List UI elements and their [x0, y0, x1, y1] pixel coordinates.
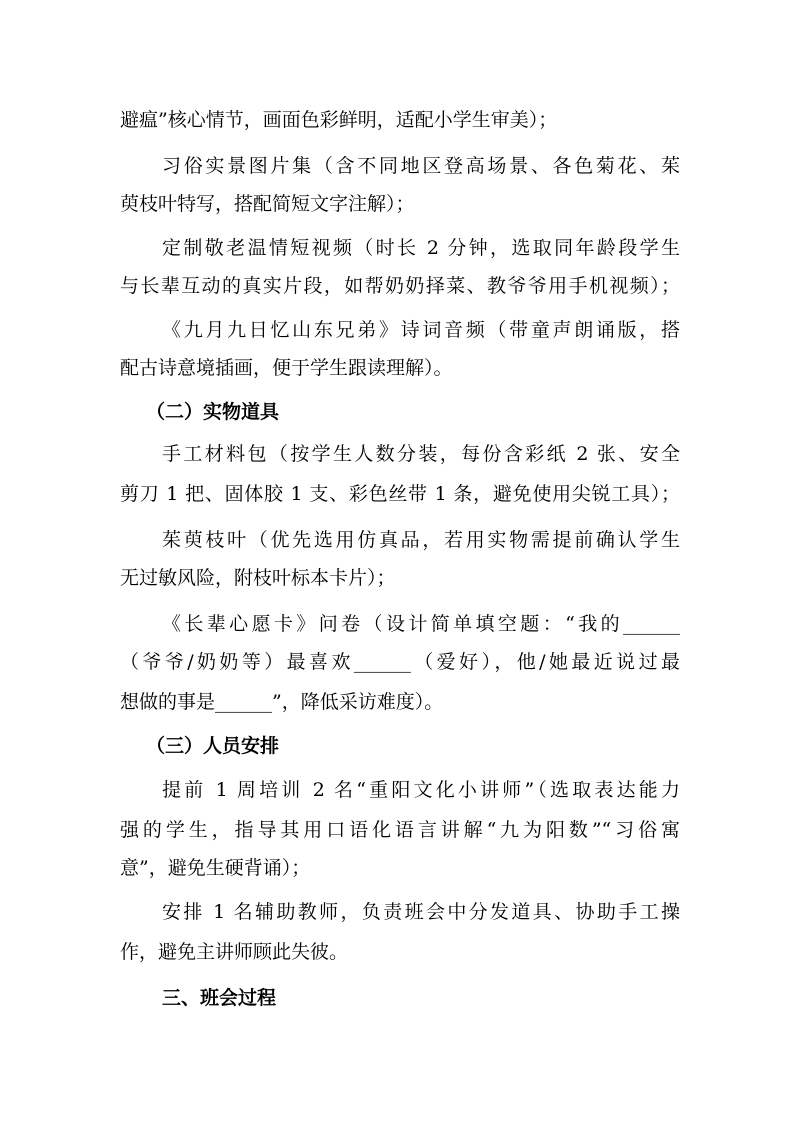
paragraph-line: 配古诗意境插画，便于学生跟读理解）。 [120, 357, 453, 379]
paragraph-line: （爷爷/奶奶等）最喜欢______（爱好），他/她最近说过最 [120, 651, 680, 673]
paragraph-line: 手工材料包（按学生人数分装，每份含彩纸 2 张、安全 [162, 443, 680, 465]
paragraph-line: 想做的事是______”，降低采访难度）。 [120, 691, 444, 713]
paragraph-line: 避瘟”核心情节，画面色彩鲜明，适配小学生审美）； [120, 109, 558, 131]
paragraph-line: 意”，避免生硬背诵）； [120, 857, 311, 879]
paragraph-line: 与长辈互动的真实片段，如帮奶奶择菜、教爷爷用手机视频）； [120, 275, 680, 297]
paragraph-line: 安排 1 名辅助教师，负责班会中分发道具、协助手工操 [162, 901, 680, 923]
paragraph-line: 作，避免主讲师顾此失彼。 [120, 941, 349, 963]
paragraph-line: 萸枝叶特写，搭配简短文字注解）； [120, 193, 415, 215]
paragraph-line: 《长辈心愿卡》问卷（设计简单填空题：“我的______ [162, 613, 680, 635]
paragraph-line: 习俗实景图片集（含不同地区登高场景、各色菊花、茱 [162, 155, 680, 177]
paragraph-line: 强的学生，指导其用口语化语言讲解“九为阳数”“习俗寓 [120, 819, 680, 841]
paragraph-line: 定制敬老温情短视频（时长 2 分钟，选取同年龄段学生 [162, 237, 680, 259]
paragraph-line: 《九月九日忆山东兄弟》诗词音频（带童声朗诵版，搭 [162, 319, 680, 341]
paragraph-line: 茱萸枝叶（优先选用仿真品，若用实物需提前确认学生 [162, 529, 680, 551]
paragraph-line: 剪刀 1 把、固体胶 1 支、彩色丝带 1 条，避免使用尖锐工具）； [120, 483, 680, 505]
section-heading: （三）人员安排 [146, 735, 280, 757]
chapter-heading: 三、班会过程 [162, 987, 277, 1009]
paragraph-line: 提前 1 周培训 2 名“重阳文化小讲师”（选取表达能力 [162, 779, 680, 801]
paragraph-line: 无过敏风险，附枝叶标本卡片）； [120, 567, 396, 589]
section-heading: （二）实物道具 [146, 401, 280, 423]
